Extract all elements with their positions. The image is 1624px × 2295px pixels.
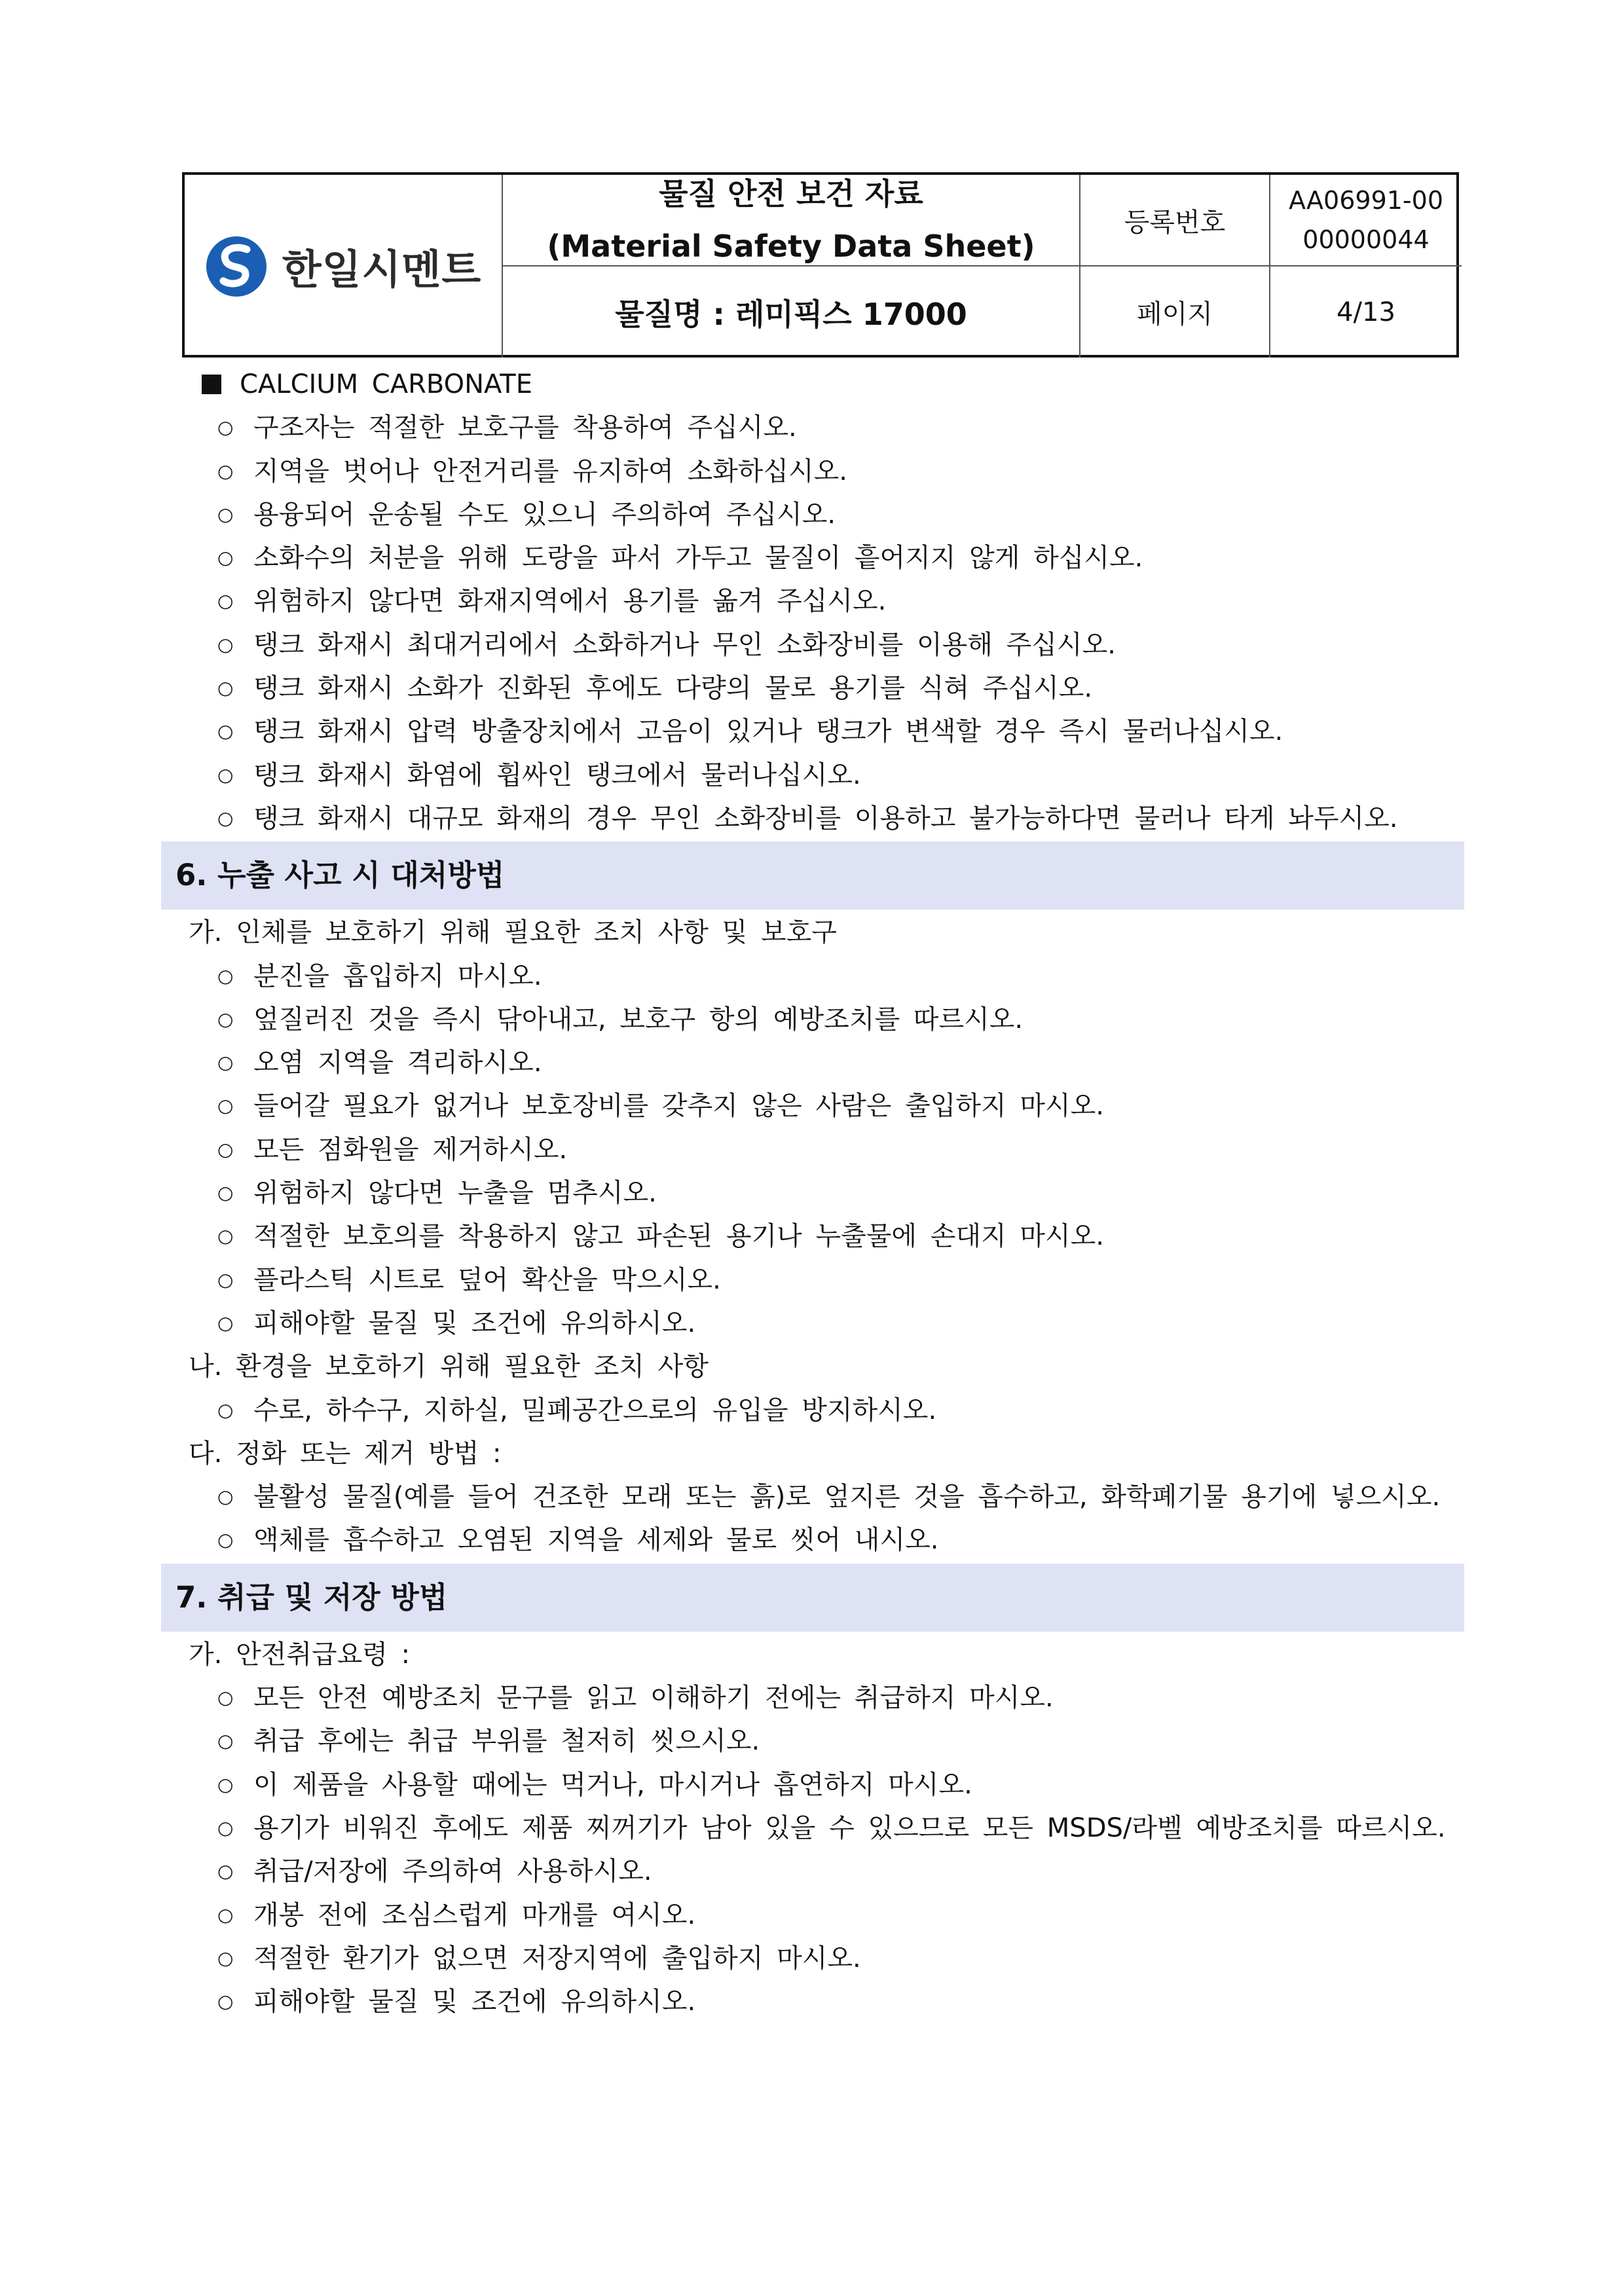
list-item: ○ 피해야할 물질 및 조건에 유의하시오. xyxy=(161,1980,1464,2023)
subheading-calcium-carbonate xyxy=(161,363,1464,406)
list-item: ○ 소화수의 처분을 위해 도랑을 파서 가두고 물질이 흩어지지 않게 하십시오. xyxy=(161,536,1464,579)
list-item: ○ 액체를 흡수하고 오염된 지역을 세제와 물로 씻어 내시오. xyxy=(161,1518,1464,1562)
list-item: ○ 탱크 화재시 최대거리에서 소화하거나 무인 소화장비를 이용해 주십시오. xyxy=(161,623,1464,667)
list-item: ○ 적절한 보호의를 착용하지 않고 파손된 용기나 누출물에 손대지 마시오. xyxy=(161,1215,1464,1258)
list-item: ○ 들어갈 필요가 없거나 보호장비를 갖추지 않은 사람은 출입하지 마시오. xyxy=(161,1084,1464,1128)
list-item: ○ 탱크 화재시 소화가 진화된 후에도 다량의 물로 용기를 식혀 주십시오. xyxy=(161,667,1464,710)
list-item: ○ 취급/저장에 주의하여 사용하시오. xyxy=(161,1850,1464,1893)
company-name: 한일시멘트 xyxy=(282,246,482,293)
section-heading-6: 6. 누출 사고 시 대처방법 xyxy=(161,841,1464,909)
list-item: ○ 탱크 화재시 화염에 휩싸인 탱크에서 물러나십시오. xyxy=(161,754,1464,797)
document-header xyxy=(182,172,1459,358)
list-item: ○ 개봉 전에 조심스럽게 마개를 여시오. xyxy=(161,1894,1464,1937)
list-item: ○ 분진을 흡입하지 마시오. xyxy=(161,955,1464,998)
list-item: ○ 엎질러진 것을 즉시 닦아내고, 보호구 항의 예방조치를 따르시오. xyxy=(161,998,1464,1041)
page-number: 4/13 xyxy=(1337,297,1395,327)
list-item: ○ 피해야할 물질 및 조건에 유의하시오. xyxy=(161,1302,1464,1345)
list-item: ○ 오염 지역을 격리하시오. xyxy=(161,1041,1464,1084)
product-name: 물질명 : 레미픽스 17000 xyxy=(503,266,1080,358)
registration-number xyxy=(1270,175,1462,266)
list-item: ○ 탱크 화재시 압력 방출장치에서 고음이 있거나 탱크가 변색할 경우 즉시 물러나십시오. xyxy=(161,710,1464,753)
registration-label: 등록번호 xyxy=(1080,175,1270,266)
list-item: ○ 구조자는 적절한 보호구를 착용하여 주십시오. xyxy=(161,406,1464,449)
list-item: ○ 위험하지 않다면 누출을 멈추시오. xyxy=(161,1171,1464,1215)
list-item: ○ 용융되어 운송될 수도 있으니 주의하여 주십시오. xyxy=(161,493,1464,536)
subsection-label: 다. 정화 또는 제거 방법 : xyxy=(189,1438,502,1469)
registration-number-line2: 00000044 xyxy=(1302,225,1430,254)
list-item: ○ 용기가 비워진 후에도 제품 찌꺼기가 남아 있을 수 있으므로 모든 MSDS/라벨 예방조치를 따르시오. xyxy=(161,1807,1464,1850)
list-item: ○ 탱크 화재시 대규모 화재의 경우 무인 소화장비를 이용하고 불가능하다면 물러나 타게 놔두시오. xyxy=(161,797,1464,840)
list-item: ○ 이 제품을 사용할 때에는 먹거나, 마시거나 흡연하지 마시오. xyxy=(161,1763,1464,1807)
document-body xyxy=(161,363,1464,2023)
subsection-label: 가. 인체를 보호하기 위해 필요한 조치 사항 및 보호구 xyxy=(189,917,837,948)
subsection-label: 가. 안전취급요령 : xyxy=(189,1639,411,1670)
list-item: ○ 취급 후에는 취급 부위를 철저히 씻으시오. xyxy=(161,1719,1464,1763)
list-item: ○ 적절한 환기가 없으면 저장지역에 출입하지 마시오. xyxy=(161,1937,1464,1980)
subheading-text: CALCIUM CARBONATE xyxy=(240,369,533,399)
list-item: ○ 불활성 물질(예를 들어 건조한 모래 또는 흙)로 엎지른 것을 흡수하고, 화학폐기물 용기에 넣으시오. xyxy=(161,1475,1464,1518)
list-item: ○ 위험하지 않다면 화재지역에서 용기를 옮겨 주십시오. xyxy=(161,579,1464,623)
subsection-label: 나. 환경을 보호하기 위해 필요한 조치 사항 xyxy=(189,1351,709,1382)
list-item: ○ 모든 점화원을 제거하시오. xyxy=(161,1128,1464,1171)
document-title xyxy=(503,175,1080,266)
square-bullet-icon xyxy=(202,375,221,394)
company-logo xyxy=(185,175,503,358)
page-label: 페이지 xyxy=(1080,266,1270,358)
section-heading-7: 7. 취급 및 저장 방법 xyxy=(161,1564,1464,1632)
list-item: ○ 수로, 하수구, 지하실, 밀폐공간으로의 유입을 방지하시오. xyxy=(161,1389,1464,1432)
title-english: (Material Safety Data Sheet) xyxy=(547,229,1035,264)
list-item: ○ 플라스틱 시트로 덮어 확산을 막으시오. xyxy=(161,1258,1464,1302)
title-korean: 물질 안전 보건 자료 xyxy=(659,176,923,211)
list-item: ○ 모든 안전 예방조치 문구를 읽고 이해하기 전에는 취급하지 마시오. xyxy=(161,1676,1464,1719)
registration-number-line1: AA06991-00 xyxy=(1289,186,1443,215)
hanil-logo-icon xyxy=(205,235,268,298)
list-item: ○ 지역을 벗어나 안전거리를 유지하여 소화하십시오. xyxy=(161,450,1464,493)
